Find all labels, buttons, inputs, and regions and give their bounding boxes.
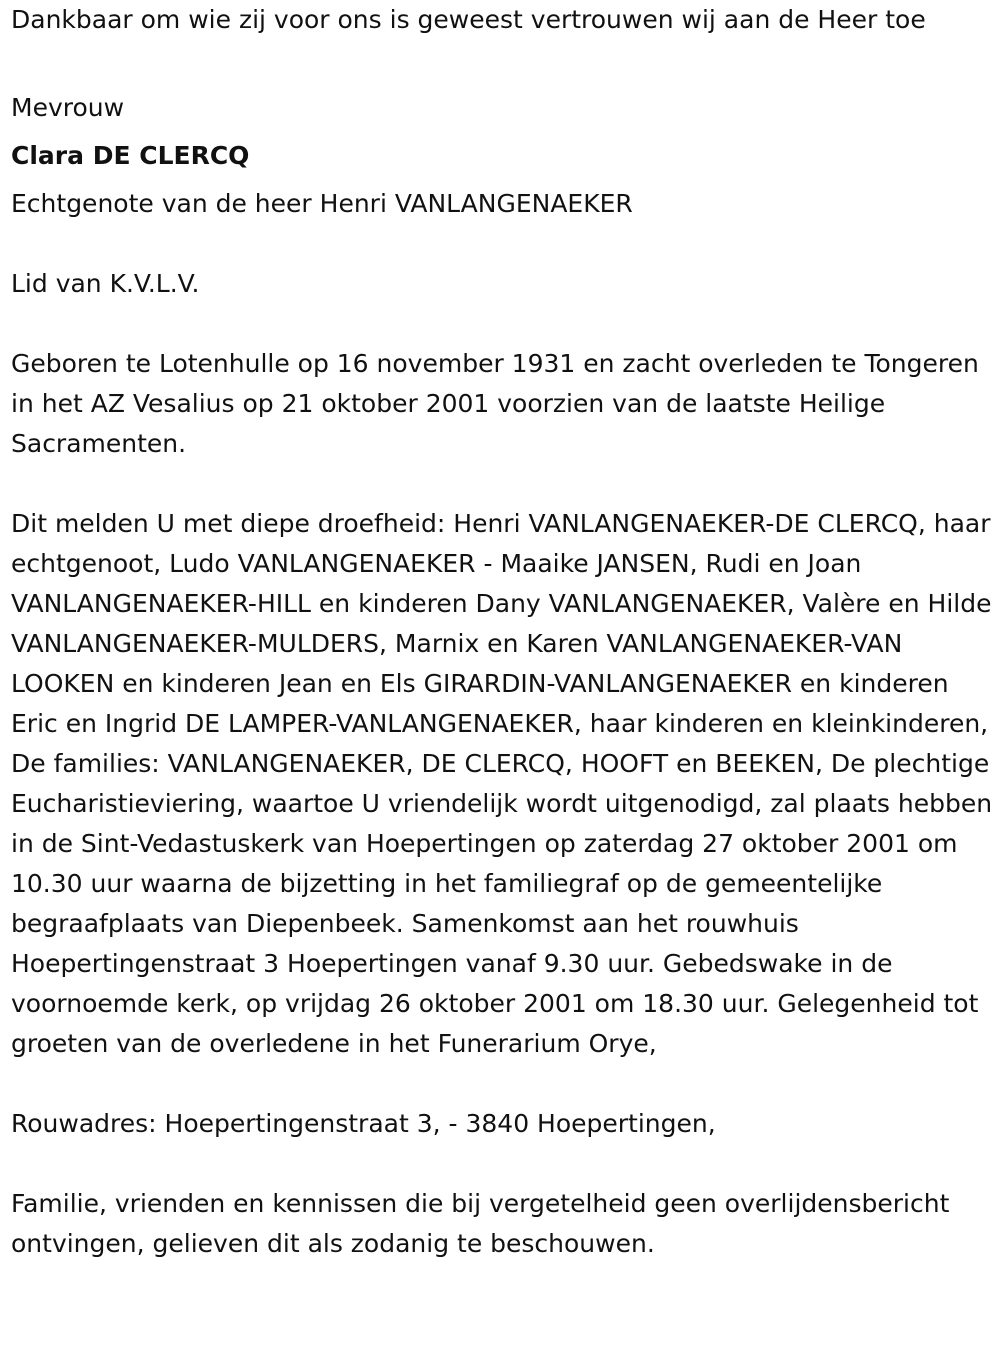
spacer (11, 176, 993, 184)
closing-paragraph: Familie, vrienden en kennissen die bij vergetelheid geen overlijdensbericht ontvingen, gelieven dit als zodanig te beschouwen. (11, 1189, 950, 1258)
address-paragraph: Rouwadres: Hoepertingenstraat 3, - 3840 Hoepertingen, (11, 1109, 716, 1138)
spacer (11, 128, 993, 136)
obituary-notice (11, 0, 993, 1264)
announcement-paragraph: Dit melden U met diepe droefheid: Henri VANLANGENAEKER-DE CLERCQ, haar echtgenoot, Ludo VANLANGENAEKER - Maaike JANSEN, Rudi en Joan VANLANGENAEKER-HILL en kinderen Dany VANLANGENAEKER, Valère en Hilde VANLANGENAEKER-MULDERS, Marnix en Karen VANLANGENAEKER-VAN LOOKEN en kinderen Jean en Els GIRARDIN-VANLANGENAEKER en kinderen Eric en Ingrid DE LAMPER-VANLANGENAEKER, haar kinderen en kleinkinderen, De families: VANLANGENAEKER, DE CLERCQ, HOOFT en BEEKEN, De plechtige Eucharistieviering, waartoe U vriendelijk wordt uitgenodigd, zal plaats hebben in de Sint-Vedastuskerk van Hoepertingen op zaterdag 27 oktober 2001 om 10.30 uur waarna de bijzetting in het familiegraf op de gemeentelijke begraafplaats van Diepenbeek. Samenkomst aan het rouwhuis Hoepertingenstraat 3 Hoepertingen vanaf 9.30 uur. Gebedswake in de voornoemde kerk, op vrijdag 26 oktober 2001 om 18.30 uur. Gelegenheid tot groeten van de overledene in het Funerarium Orye, (11, 509, 993, 1058)
spacer (11, 1144, 993, 1184)
membership-line: Lid van K.V.L.V. (11, 269, 200, 298)
spacer (11, 464, 993, 504)
spacer (11, 80, 993, 88)
spacer (11, 304, 993, 344)
spacer (11, 224, 993, 264)
spacer (11, 1064, 993, 1104)
spouse-line: Echtgenote van de heer Henri VANLANGENAEKER (11, 189, 633, 218)
birth-death-paragraph: Geboren te Lotenhulle op 16 november 1931 en zacht overleden te Tongeren in het AZ Vesalius op 21 oktober 2001 voorzien van de laatste Heilige Sacramenten. (11, 349, 979, 458)
opening-line: Dankbaar om wie zij voor ons is geweest vertrouwen wij aan de Heer toe (11, 5, 926, 34)
spacer (11, 40, 993, 80)
deceased-name: Clara DE CLERCQ (11, 141, 250, 170)
salutation: Mevrouw (11, 93, 125, 122)
